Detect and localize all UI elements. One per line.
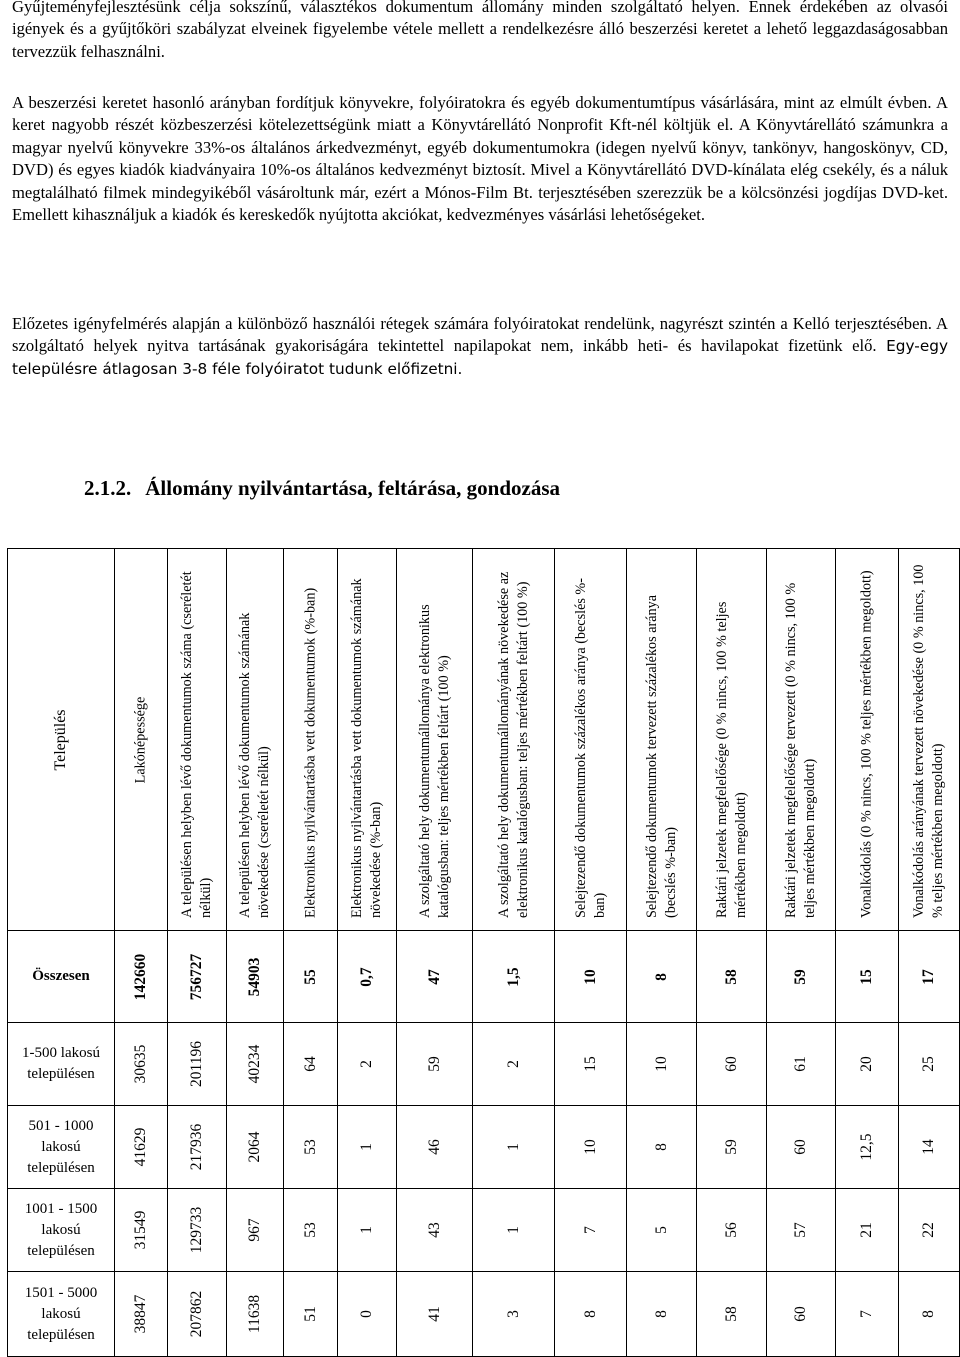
header-cell <box>397 549 473 931</box>
header-cell <box>227 549 284 931</box>
paragraph-text: A beszerzési keretet hasonló arányban fordítjuk könyvekre, folyóiratokra és egyéb dokumentumtípus vásárlására, mint az elmúlt évben. A keret nagyobb részét közbeszerzési kötelezettségünk miatt a Könyvtárellátó Nonprofit Kft-nél költjük el. A Könyvtárellátó számunkra a magyar nyelvű könyvekre 33%-os általános árkedvezményt, egyéb dokumentumokra (idegen nyelvű könyv, tankönyv, hangoskönyv, CD, DVD) és egyes kiadók kiadványaira 10%-os általános kedvezményt biztosít. Mivel a Könyvtárellátó DVD-kínálata elég csekély, és a náluk megtalálható filmek mindegyikéből vásároltunk már, ezért a Mónos-Film Bt. terjesztésében szerezzük be a kölcsönzési jogdíjas DVD-ket. Emellett kihasználjuk a kiadók és kereskedők nyújtotta akciókat, kedvezményes vásárlási lehetőségeket. <box>12 93 948 225</box>
header-text: Elektronikus nyilvántartásba vett dokumentumok számának növekedése (%-ban) <box>349 577 384 918</box>
value-cell <box>899 1189 960 1272</box>
header-cell <box>8 549 115 931</box>
value-cell <box>397 1106 473 1189</box>
value-text: 207862 <box>188 1290 205 1338</box>
value-text: 41 <box>425 1306 443 1322</box>
paragraph-text: Gyűjteményfejlesztésünk célja sokszínű, választékos dokumentum állomány minden szolgáltató helyen. Ennek érdekében az olvasói igények és a gyűjtőköri szabályzat elveinek figyelembe vétele mellett a rendelkezésre álló beszerzési keretet a lehető leggazdaságosabban tervezzük felhasználni. <box>12 0 948 61</box>
value-cell <box>227 1023 284 1106</box>
category-cell: 501 - 1000 lakosú településen <box>8 1106 115 1189</box>
paragraph-procurement <box>12 92 948 226</box>
value-cell <box>284 931 338 1023</box>
value-cell <box>767 931 836 1023</box>
value-text: 201196 <box>188 1041 205 1087</box>
value-cell <box>627 1272 697 1357</box>
header-text: Selejtezendő dokumentumok tervezett százalékos aránya (becslés %-ban) <box>643 594 679 918</box>
header-cell <box>899 549 960 931</box>
value-text: 10 <box>581 968 599 985</box>
value-cell <box>397 1189 473 1272</box>
value-cell <box>397 931 473 1023</box>
section-heading <box>84 476 560 501</box>
value-text: 60 <box>792 1306 809 1322</box>
value-text: 59 <box>425 1056 443 1072</box>
value-text: 43 <box>425 1222 443 1238</box>
value-text: 3 <box>504 1310 522 1318</box>
paragraph-extra-text: Egy-egy településre átlagosan 3-8 féle folyóiratot tudunk előfizetni. <box>12 337 948 378</box>
value-text: 53 <box>301 1222 319 1238</box>
value-cell <box>338 1023 397 1106</box>
value-text: 8 <box>652 972 670 981</box>
value-cell <box>115 1272 168 1357</box>
value-text: 8 <box>920 1310 937 1318</box>
value-text: 59 <box>722 1139 740 1155</box>
value-text: 58 <box>722 1306 740 1322</box>
value-text: 10 <box>581 1139 599 1155</box>
value-text: 2064 <box>246 1131 263 1163</box>
value-cell <box>168 1272 227 1357</box>
value-text: 5 <box>652 1226 670 1234</box>
value-cell <box>227 1272 284 1357</box>
value-cell <box>473 931 555 1023</box>
value-text: 1 <box>504 1226 522 1234</box>
paragraph-collection-goal <box>12 0 948 63</box>
value-text: 60 <box>722 1056 740 1072</box>
value-cell <box>899 1106 960 1189</box>
value-text: 217936 <box>188 1123 205 1171</box>
value-cell <box>168 1106 227 1189</box>
value-text: 8 <box>581 1310 599 1318</box>
value-cell <box>168 1023 227 1106</box>
value-text: 41629 <box>132 1127 149 1167</box>
value-text: 15 <box>581 1056 599 1072</box>
table-row <box>8 1106 960 1189</box>
value-text: 22 <box>920 1222 937 1238</box>
value-text: 8 <box>652 1143 670 1151</box>
value-cell <box>227 1189 284 1272</box>
value-text: 1 <box>358 1143 375 1151</box>
header-cell <box>168 549 227 931</box>
value-text: 967 <box>246 1218 263 1242</box>
category-cell: 1501 - 5000 lakosú településen <box>8 1272 115 1357</box>
header-text: Vonalkódolás (0 % nincs, 100 % teljes mértékben megoldott) <box>858 569 875 918</box>
value-text: 38847 <box>132 1294 149 1334</box>
value-cell <box>836 1272 899 1357</box>
table-header-row <box>8 549 960 931</box>
paragraph-periodicals <box>12 313 948 380</box>
value-cell <box>284 1272 338 1357</box>
value-text: 40234 <box>246 1044 263 1084</box>
value-text: 2 <box>504 1060 522 1068</box>
value-cell <box>767 1272 836 1357</box>
value-cell <box>627 1106 697 1189</box>
value-cell <box>767 1023 836 1106</box>
header-text: A településen helyben lévő dokumentumok száma (cseréletét nélkül) <box>179 570 214 918</box>
header-cell <box>338 549 397 931</box>
value-text: 56 <box>722 1222 740 1238</box>
value-cell <box>836 1189 899 1272</box>
value-text: 58 <box>722 968 740 985</box>
category-cell: Összesen <box>8 931 115 1023</box>
value-cell <box>168 931 227 1023</box>
header-text: A településen helyben lévő dokumentumok számának növekedése (cseréletét nélkül) <box>237 612 272 918</box>
value-text: 64 <box>301 1056 319 1072</box>
header-text: Selejtezendő dokumentumok százalékos aránya (becslés %-ban) <box>572 577 608 918</box>
value-cell <box>284 1106 338 1189</box>
value-cell <box>627 1023 697 1106</box>
table-row <box>8 1272 960 1357</box>
section-title: Állomány nyilvántartása, feltárása, gondozása <box>145 476 560 500</box>
value-cell <box>284 1189 338 1272</box>
header-cell <box>555 549 627 931</box>
header-cell <box>836 549 899 931</box>
value-cell <box>473 1272 555 1357</box>
value-cell <box>899 931 960 1023</box>
value-cell <box>836 931 899 1023</box>
value-cell <box>899 1272 960 1357</box>
value-text: 7 <box>581 1226 599 1234</box>
header-text: Lakónépessége <box>132 696 149 783</box>
value-text: 7 <box>858 1310 875 1318</box>
table-row-total <box>8 931 960 1023</box>
value-cell <box>555 1272 627 1357</box>
value-cell <box>899 1023 960 1106</box>
value-cell <box>836 1106 899 1189</box>
value-text: 12,5 <box>858 1133 875 1161</box>
value-cell <box>338 1189 397 1272</box>
value-text: 60 <box>792 1139 809 1155</box>
header-text: Elektronikus nyilvántartásba vett dokumentumok (%-ban) <box>302 587 318 918</box>
value-text: 10 <box>652 1056 670 1072</box>
value-cell <box>115 1189 168 1272</box>
value-cell <box>836 1023 899 1106</box>
value-cell <box>473 1023 555 1106</box>
value-text: 31549 <box>132 1210 149 1250</box>
value-text: 59 <box>792 968 809 985</box>
value-text: 15 <box>858 968 875 985</box>
value-text: 51 <box>301 1306 319 1322</box>
value-text: 55 <box>301 968 319 985</box>
value-cell <box>697 931 767 1023</box>
value-cell <box>168 1189 227 1272</box>
value-cell <box>227 1106 284 1189</box>
value-text: 53 <box>301 1139 319 1155</box>
paragraph-text: Előzetes igényfelmérés alapján a különböző használói rétegek számára folyóiratokat rendelünk, nagyrészt szintén a Kelló terjesztésében. A szolgáltató helyek nyitva tartásának gyakoriságára tekintettel napilapokat nem, inkább heti- és havilapokat fizetünk elő. <box>12 314 948 356</box>
value-cell <box>115 1106 168 1189</box>
value-cell <box>697 1272 767 1357</box>
value-text: 25 <box>920 1056 937 1072</box>
value-cell <box>697 1189 767 1272</box>
value-text: 8 <box>652 1310 670 1318</box>
header-cell <box>284 549 338 931</box>
value-cell <box>397 1272 473 1357</box>
header-cell <box>115 549 168 931</box>
value-text: 0,7 <box>358 966 375 987</box>
value-text: 57 <box>792 1222 809 1238</box>
section-number: 2.1.2. <box>84 476 132 500</box>
value-cell <box>397 1023 473 1106</box>
header-cell <box>627 549 697 931</box>
value-text: 20 <box>858 1056 875 1072</box>
value-text: 54903 <box>246 957 263 996</box>
value-text: 129733 <box>188 1206 205 1254</box>
header-text: Település <box>52 708 69 771</box>
value-cell <box>473 1189 555 1272</box>
value-cell <box>555 1023 627 1106</box>
header-text: Raktári jelzetek megfelelősége tervezett (0 % nincs, 100 % teljes mértékben megoldott) <box>783 582 818 918</box>
category-cell: 1001 - 1500 lakosú településen <box>8 1189 115 1272</box>
value-text: 61 <box>792 1056 809 1072</box>
value-text: 142660 <box>132 953 149 1000</box>
value-cell <box>555 1106 627 1189</box>
category-cell: 1-500 lakosú településen <box>8 1023 115 1106</box>
header-cell <box>473 549 555 931</box>
header-text: Vonalkódolás arányának tervezett növekedése (0 % nincs, 100 % teljes mértékben megoldott) <box>911 563 946 918</box>
value-cell <box>697 1023 767 1106</box>
value-cell <box>555 1189 627 1272</box>
value-text: 0 <box>358 1310 375 1318</box>
value-text: 47 <box>425 968 443 985</box>
value-cell <box>627 1189 697 1272</box>
value-text: 1,5 <box>504 966 522 987</box>
value-text: 2 <box>358 1060 375 1068</box>
value-cell <box>697 1106 767 1189</box>
inventory-table <box>7 548 960 1357</box>
value-cell <box>767 1106 836 1189</box>
value-text: 11638 <box>246 1294 263 1334</box>
value-cell <box>627 931 697 1023</box>
header-text: A szolgáltató hely dokumentumállománya elektronikus katalógusban: teljes mértékben feltárt (100 %) <box>416 603 452 918</box>
value-text: 14 <box>920 1139 937 1155</box>
value-cell <box>115 1023 168 1106</box>
value-text: 21 <box>858 1222 875 1238</box>
header-cell <box>697 549 767 931</box>
value-cell <box>338 931 397 1023</box>
value-cell <box>338 1106 397 1189</box>
value-cell <box>338 1272 397 1357</box>
header-text: Raktári jelzetek megfelelősége (0 % nincs, 100 % teljes mértékben megoldott) <box>713 601 749 918</box>
value-text: 30635 <box>132 1044 149 1084</box>
value-text: 756727 <box>188 953 205 1000</box>
value-cell <box>473 1106 555 1189</box>
value-cell <box>767 1189 836 1272</box>
value-text: 46 <box>425 1139 443 1155</box>
header-cell <box>767 549 836 931</box>
value-cell <box>284 1023 338 1106</box>
value-cell <box>227 931 284 1023</box>
table-row <box>8 1189 960 1272</box>
value-text: 1 <box>358 1226 375 1234</box>
value-cell <box>115 931 168 1023</box>
value-text: 1 <box>504 1143 522 1151</box>
value-text: 17 <box>920 968 937 985</box>
header-text: A szolgáltató hely dokumentumállományának növekedése az elektronikus katalógusban: teljes mértékben feltárt (100 %) <box>495 571 531 918</box>
value-cell <box>555 931 627 1023</box>
table-row <box>8 1023 960 1106</box>
